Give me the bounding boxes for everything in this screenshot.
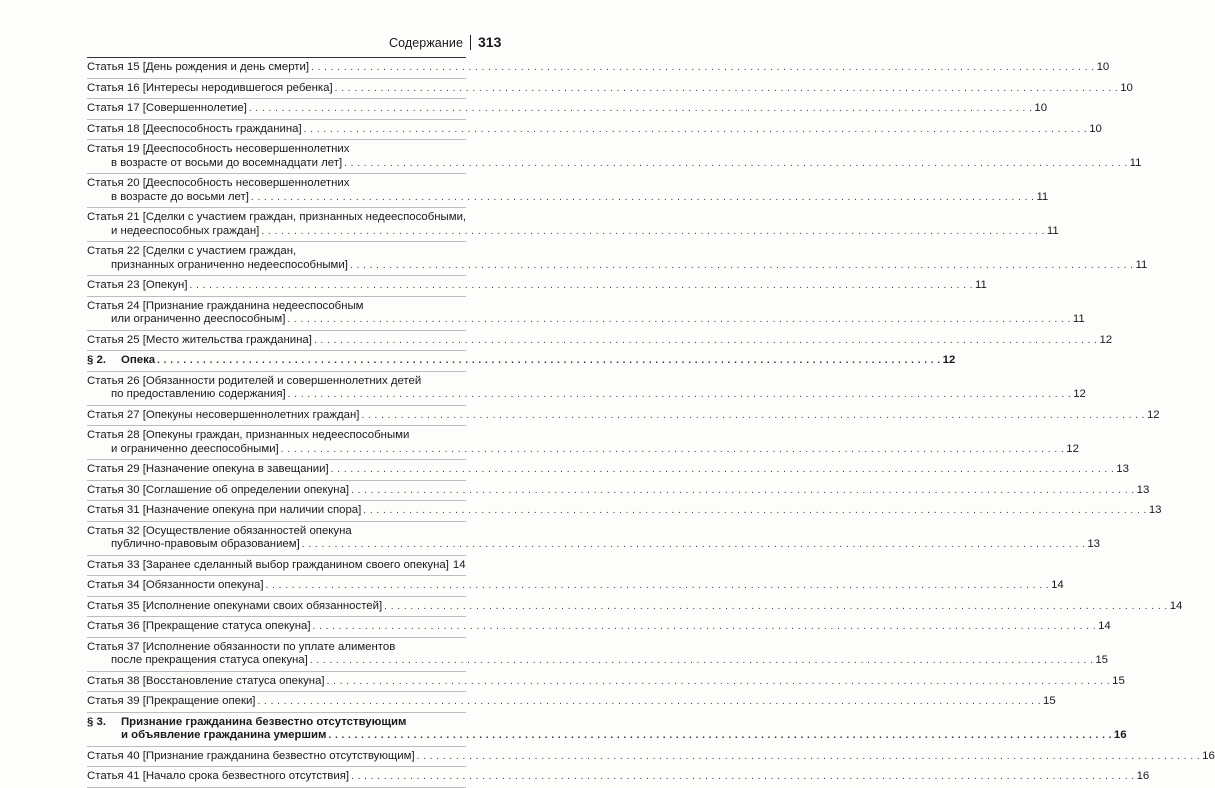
toc-entry-title: Статья 38 [Восстановление статуса опекуна]	[87, 674, 325, 687]
toc-entry-title: Статья 30 [Соглашение об определении опекуна]	[87, 483, 350, 496]
table-of-contents	[87, 58, 1215, 788]
toc-entry[interactable]	[87, 331, 1113, 352]
dot-leader: . . . . . . . . . . . . . . . . . . . . . . . . . . . . . . . . . . . . . . . . . . . . . . . . . . . . . . . . . . . . . . . . . . . . . . . . . . . . . . . . . . . . . . . . . . . . . . . . . . . . . . . . . . . . . . . . . . . . . . . .	[330, 464, 1115, 475]
dot-leader: . . . . . . . . . . . . . . . . . . . . . . . . . . . . . . . . . . . . . . . . . . . . . . . . . . . . . . . . . . . . . . . . . . . . . . . . . . . . . . . . . . . . . . . . . . . . . . . . . . . . . . . . . . . . . . . . . . . . . . . .	[189, 280, 974, 291]
toc-page-number: 14	[1169, 599, 1183, 612]
toc-entry-title: Статья 23 [Опекун]	[87, 279, 188, 291]
toc-entry-title: Статья 29 [Назначение опекуна в завещании]	[87, 463, 329, 475]
toc-entry-title: Статья 22 [Сделки с участием граждан,	[87, 245, 297, 257]
dot-leader: . . . . . . . . . . . . . . . . . . . . . . . . . . . . . . . . . . . . . . . . . . . . . . . . . . . . . . . . . . . . . . . . . . . . . . . . . . . . . . . . . . . . . . . . . . . . . . . . . . . . . . . . . . . . . . . . . . . . . . . .	[280, 443, 1065, 455]
toc-entry[interactable]	[87, 597, 1183, 618]
toc-entry-title: Опека	[121, 354, 156, 366]
toc-entry-title: Статья 28 [Опекуны граждан, признанных недееспособными	[87, 429, 410, 441]
toc-entry-title: публично-правовым образованием]	[111, 538, 300, 550]
toc-entry[interactable]	[87, 426, 1079, 460]
toc-page-number: 16	[1113, 729, 1127, 741]
toc-entry[interactable]	[87, 501, 1162, 522]
page-header	[0, 36, 600, 58]
toc-entry[interactable]	[87, 522, 1100, 556]
dot-leader: . . . . . . . . . . . . . . . . . . . . . . . . . . . . . . . . . . . . . . . . . . . . . . . . . . . . . . . . . . . . . . . . . . . . . . . . . . . . . . . . . . . . . . . . . . . . . . . . . . . . . . . . . . . . . . . . . . . . . . . .	[250, 191, 1035, 203]
header-separator	[470, 35, 471, 50]
toc-page-number: 10	[1089, 122, 1102, 135]
toc-entry-title: Статья 21 [Сделки с участием граждан, признанных недееспособными,	[87, 211, 467, 223]
toc-page-number: 16	[1136, 770, 1150, 782]
toc-entry-title: Статья 36 [Прекращение статуса опекуна]	[87, 620, 311, 632]
toc-page-number: 15	[1043, 695, 1056, 707]
toc-entry[interactable]	[87, 638, 1109, 672]
toc-entry-title: Признание гражданина безвестно отсутствующим	[121, 715, 407, 728]
dot-leader: . . . . . . . . . . . . . . . . . . . . . . . . . . . . . . . . . . . . . . . . . . . . . . . . . . . . . . . . . . . . . . . . . . . . . . . . . . . . . . . . . . . . . . . . . . . . . . . . . . . . . . . . . . . . . . . . . . . . . . . .	[257, 696, 1042, 707]
toc-entry-title: Статья 16 [Интересы неродившегося ребенка]	[87, 81, 333, 94]
toc-page-number: 11	[1072, 313, 1085, 325]
toc-page-number: 11	[1135, 258, 1148, 271]
toc-entry[interactable]	[87, 174, 1049, 208]
toc-entry-title: Статья 33 [Заранее сделанный выбор гражданином своего опекуна]	[87, 558, 449, 571]
toc-section[interactable]	[87, 351, 956, 372]
dot-leader: . . . . . . . . . . . . . . . . . . . . . . . . . . . . . . . . . . . . . . . . . . . . . . . . . . . . . . . . . . . . . . . . . . . . . . . . . . . . . . . . . . . . . . . . . . . . . . . . . . . . . . . . . . . . . . . . . . . . . . . .	[328, 730, 1112, 741]
dot-leader: . . . . . . . . . . . . . . . . . . . . . . . . . . . . . . . . . . . . . . . . . . . . . . . . . . . . . . . . . . . . . . . . . . . . . . . . . . . . . . . . . . . . . . . . . . . . . . . . . . . . . . . . . . . . . . . . . . . . . . . .	[384, 600, 1168, 612]
toc-entry-title: Статья 32 [Осуществление обязанностей опекуна	[87, 524, 352, 537]
dot-leader: . . . . . . . . . . . . . . . . . . . . . . . . . . . . . . . . . . . . . . . . . . . . . . . . . . . . . . . . . . . . . . . . . . . . . . . . . . . . . . . . . . . . . . . . . . . . . . . . . . . . . . . . . . . . . . . . . . . . . . . .	[326, 675, 1111, 687]
toc-entry-title: и недееспособных граждан]	[111, 224, 260, 237]
toc-entry-title: Статья 31 [Назначение опекуна при наличии спора]	[87, 504, 362, 516]
toc-entry[interactable]	[87, 372, 1086, 406]
toc-entry-title: Статья 37 [Исполнение обязанности по уплате алиментов	[87, 640, 396, 653]
toc-page-number: 14	[1051, 579, 1064, 591]
toc-page-number: 11	[975, 279, 987, 291]
dot-leader: . . . . . . . . . . . . . . . . . . . . . . . . . . . . . . . . . . . . . . . . . . . . . . . . . . . . . . . . . . . . . . . . . . . . . . . . . . . . . . . . . . . . . . . . . . . . . . . . . . . . . . . . . . . . . . . . . . . . . . . .	[344, 157, 1128, 169]
toc-entry-title: Статья 15 [День рождения и день смерти]	[87, 61, 310, 73]
toc-page-number: 12	[1066, 442, 1079, 455]
toc-entry-title: Статья 18 [Дееспособность гражданина]	[87, 122, 302, 135]
page-number: 313	[478, 34, 502, 50]
toc-page-number: 13	[1087, 538, 1100, 550]
toc-entry-title: Статья 34 [Обязанности опекуна]	[87, 579, 264, 591]
toc-page-number: 15	[1095, 654, 1109, 666]
toc-entry-title: Статья 26 [Обязанности родителей и совершеннолетних детей	[87, 374, 422, 387]
dot-leader: . . . . . . . . . . . . . . . . . . . . . . . . . . . . . . . . . . . . . . . . . . . . . . . . . . . . . . . . . . . . . . . . . . . . . . . . . . . . . . . . . . . . . . . . . . . . . . . . . . . . . . . . . . . . . . . . . . . . . . . .	[261, 225, 1045, 237]
dot-leader: . . . . . . . . . . . . . . . . . . . . . . . . . . . . . . . . . . . . . . . . . . . . . . . . . . . . . . . . . . . . . . . . . . . . . . . . . . . . . . . . . . . . . . . . . . . . . . . . . . . . . . . . . . . . . . . . . . . . . . . .	[351, 484, 1135, 496]
dot-leader: . . . . . . . . . . . . . . . . . . . . . . . . . . . . . . . . . . . . . . . . . . . . . . . . . . . . . . . . . . . . . . . . . . . . . . . . . . . . . . . . . . . . . . . . . . . . . . . . . . . . . . . . . . . . . . . . . . . . . . . .	[157, 355, 941, 366]
toc-entry[interactable]	[87, 276, 987, 297]
section-number: § 2.	[87, 354, 106, 366]
toc-page-number: 16	[1202, 749, 1215, 762]
toc-page-number: 11	[1129, 156, 1142, 169]
toc-entry[interactable]	[87, 576, 1064, 597]
toc-entry[interactable]	[87, 208, 1059, 242]
toc-entry[interactable]	[87, 460, 1129, 481]
toc-entry[interactable]	[87, 617, 1111, 638]
toc-entry-title: Статья 39 [Прекращение опеки]	[87, 695, 256, 707]
toc-entry[interactable]	[87, 120, 1102, 141]
toc-entry[interactable]	[87, 297, 1085, 331]
toc-entry[interactable]	[87, 99, 1048, 120]
toc-page-number: 11	[1036, 190, 1049, 203]
toc-page-number: 12	[942, 354, 956, 366]
toc-entry-title: Статья 19 [Дееспособность несовершеннолетних	[87, 143, 350, 155]
toc-entry[interactable]	[87, 242, 1148, 276]
toc-entry[interactable]	[87, 140, 1142, 174]
toc-page-number: 11	[1046, 224, 1059, 237]
toc-page-number: 14	[452, 558, 466, 571]
dot-leader: . . . . . . . . . . . . . . . . . . . . . . . . . . . . . . . . . . . . . . . . . . . . . . . . . . . . . . . . . . . . . . . . . . . . . . . . . . . . . . . . . . . . . . . . . . . . . . . . . . . . . . . . . . . . . . . . . . . . . . . .	[287, 389, 1072, 400]
toc-entry-title: Статья 24 [Признание гражданина недееспособным	[87, 299, 364, 312]
toc-section[interactable]	[87, 713, 1127, 747]
dot-leader: . . . . . . . . . . . . . . . . . . . . . . . . . . . . . . . . . . . . . . . . . . . . . . . . . . . . . . . . . . . . . . . . . . . . . . . . . . . . . . . . . . . . . . . . . . . . . . . . . . . . . . . . . . . . . . . . . . . . . . . .	[303, 123, 1088, 135]
dot-leader: . . . . . . . . . . . . . . . . . . . . . . . . . . . . . . . . . . . . . . . . . . . . . . . . . . . . . . . . . . . . . . . . . . . . . . . . . . . . . . . . . . . . . . . . . . . . . . . . . . . . . . . . . . . . . . . . . . . . . . . .	[416, 750, 1201, 762]
toc-page-number: 13	[1148, 504, 1162, 516]
toc-page-number: 15	[1112, 674, 1125, 687]
toc-page-number: 13	[1116, 463, 1129, 475]
toc-page-number: 12	[1073, 388, 1086, 400]
toc-entry-title: Статья 40 [Признание гражданина безвестно отсутствующим]	[87, 749, 415, 762]
dot-leader: . . . . . . . . . . . . . . . . . . . . . . . . . . . . . . . . . . . . . . . . . . . . . . . . . . . . . . . . . . . . . . . . . . . . . . . . . . . . . . . . . . . . . . . . . . . . . . . . . . . . . . . . . . . . . . . . . . . . . . . .	[349, 259, 1134, 271]
dot-leader: . . . . . . . . . . . . . . . . . . . . . . . . . . . . . . . . . . . . . . . . . . . . . . . . . . . . . . . . . . . . . . . . . . . . . . . . . . . . . . . . . . . . . . . . . . . . . . . . . . . . . . . . . . . . . . . . . . . . . . . .	[311, 62, 1095, 73]
toc-entry-title: Статья 17 [Совершеннолетие]	[87, 102, 247, 114]
toc-entry-title: и объявление гражданина умершим	[121, 729, 327, 741]
toc-page-number: 10	[1034, 102, 1048, 114]
toc-entry-title: Статья 27 [Опекуны несовершеннолетних граждан]	[87, 408, 360, 421]
dot-leader: . . . . . . . . . . . . . . . . . . . . . . . . . . . . . . . . . . . . . . . . . . . . . . . . . . . . . . . . . . . . . . . . . . . . . . . . . . . . . . . . . . . . . . . . . . . . . . . . . . . . . . . . . . . . . . . . . . . . . . . .	[265, 580, 1050, 591]
toc-entry[interactable]	[87, 747, 1215, 768]
dot-leader: . . . . . . . . . . . . . . . . . . . . . . . . . . . . . . . . . . . . . . . . . . . . . . . . . . . . . . . . . . . . . . . . . . . . . . . . . . . . . . . . . . . . . . . . . . . . . . . . . . . . . . . . . . . . . . . . . . . . . . . .	[361, 409, 1145, 421]
dot-leader: . . . . . . . . . . . . . . . . . . . . . . . . . . . . . . . . . . . . . . . . . . . . . . . . . . . . . . . . . . . . . . . . . . . . . . . . . . . . . . . . . . . . . . . . . . . . . . . . . . . . . . . . . . . . . . . . . . . . . . . .	[363, 505, 1147, 516]
toc-entry[interactable]	[87, 556, 466, 577]
dot-leader: . . . . . . . . . . . . . . . . . . . . . . . . . . . . . . . . . . . . . . . . . . . . . . . . . . . . . . . . . . . . . . . . . . . . . . . . . . . . . . . . . . . . . . . . . . . . . . . . . . . . . . . . . . . . . . . . . . . . . . . .	[351, 771, 1135, 782]
toc-entry[interactable]	[87, 692, 1056, 713]
toc-entry-title: в возрасте от восьми до восемнадцати лет]	[111, 156, 343, 169]
toc-entry-title: и ограниченно дееспособными]	[111, 442, 279, 455]
toc-entry[interactable]	[87, 767, 1150, 788]
toc-entry[interactable]	[87, 58, 1110, 79]
dot-leader: . . . . . . . . . . . . . . . . . . . . . . . . . . . . . . . . . . . . . . . . . . . . . . . . . . . . . . . . . . . . . . . . . . . . . . . . . . . . . . . . . . . . . . . . . . . . . . . . . . . . . . . . . . . . . . . . . . . . . . . .	[334, 82, 1119, 94]
running-head-title: Содержание	[388, 36, 463, 50]
toc-entry-title: Статья 25 [Место жительства гражданина]	[87, 333, 312, 346]
toc-entry-title: признанных ограниченно недееспособными]	[111, 258, 348, 271]
toc-page-number: 12	[1099, 333, 1113, 346]
dot-leader: . . . . . . . . . . . . . . . . . . . . . . . . . . . . . . . . . . . . . . . . . . . . . . . . . . . . . . . . . . . . . . . . . . . . . . . . . . . . . . . . . . . . . . . . . . . . . . . . . . . . . . . . . . . . . . . . . . . . . . . .	[301, 539, 1086, 550]
toc-page-number: 13	[1136, 483, 1150, 496]
toc-entry[interactable]	[87, 406, 1160, 427]
toc-entry-title: Статья 41 [Начало срока безвестного отсутствия]	[87, 770, 350, 782]
dot-leader: . . . . . . . . . . . . . . . . . . . . . . . . . . . . . . . . . . . . . . . . . . . . . . . . . . . . . . . . . . . . . . . . . . . . . . . . . . . . . . . . . . . . . . . . . . . . . . . . . . . . . . . . . . . . . . . . . . . . . . . .	[309, 655, 1094, 666]
toc-page-number: 14	[1098, 620, 1111, 632]
dot-leader: . . . . . . . . . . . . . . . . . . . . . . . . . . . . . . . . . . . . . . . . . . . . . . . . . . . . . . . . . . . . . . . . . . . . . . . . . . . . . . . . . . . . . . . . . . . . . . . . . . . . . . . . . . . . . . . . . . . . . . . .	[312, 621, 1097, 632]
toc-entry[interactable]	[87, 672, 1125, 693]
toc-page-number: 10	[1096, 61, 1110, 73]
dot-leader: . . . . . . . . . . . . . . . . . . . . . . . . . . . . . . . . . . . . . . . . . . . . . . . . . . . . . . . . . . . . . . . . . . . . . . . . . . . . . . . . . . . . . . . . . . . . . . . . . . . . . . . . . . . . . . . . . . . . . . . .	[248, 103, 1033, 114]
section-number: § 3.	[87, 715, 106, 728]
toc-entry-title: Статья 35 [Исполнение опекунами своих обязанностей]	[87, 599, 383, 612]
toc-entry-title: или ограниченно дееспособным]	[111, 313, 286, 325]
toc-entry-title: по предоставлению содержания]	[111, 388, 286, 400]
dot-leader: . . . . . . . . . . . . . . . . . . . . . . . . . . . . . . . . . . . . . . . . . . . . . . . . . . . . . . . . . . . . . . . . . . . . . . . . . . . . . . . . . . . . . . . . . . . . . . . . . . . . . . . . . . . . . . . . . . . . . . . .	[313, 334, 1098, 346]
toc-page-number: 12	[1146, 408, 1160, 421]
toc-entry[interactable]	[87, 481, 1150, 502]
dot-leader: . . . . . . . . . . . . . . . . . . . . . . . . . . . . . . . . . . . . . . . . . . . . . . . . . . . . . . . . . . . . . . . . . . . . . . . . . . . . . . . . . . . . . . . . . . . . . . . . . . . . . . . . . . . . . . . . . . . . . . . .	[287, 314, 1071, 325]
toc-entry[interactable]	[87, 79, 1133, 100]
toc-entry-title: после прекращения статуса опекуна]	[111, 654, 308, 666]
toc-entry-title: в возрасте до восьми лет]	[111, 190, 249, 203]
toc-page-number: 10	[1120, 81, 1133, 94]
toc-entry-title: Статья 20 [Дееспособность несовершеннолетних	[87, 177, 350, 189]
